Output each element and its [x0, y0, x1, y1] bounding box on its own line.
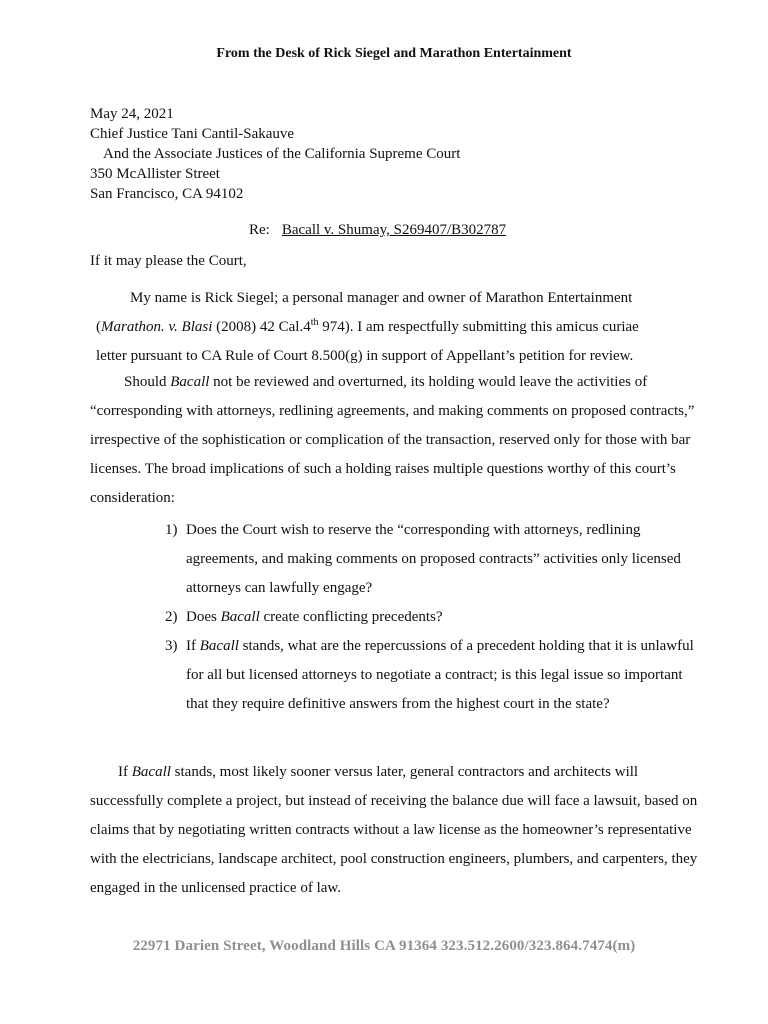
recipient-street: 350 McAllister Street — [90, 166, 220, 182]
salutation: If it may please the Court, — [90, 253, 247, 269]
recipient-line-1: Chief Justice Tani Cantil-Sakauve — [90, 126, 295, 142]
question-number: 3) — [165, 638, 178, 654]
intro-line-1: My name is Rick Siegel; a personal manager and owner of Marathon Entertainment — [130, 290, 633, 306]
question-item — [165, 632, 705, 719]
question-text: Does — [186, 609, 221, 625]
p2-case: Bacall — [170, 374, 210, 390]
intro-case: Marathon. v. Blasi — [101, 319, 213, 335]
question-text: create conflicting precedents? — [259, 609, 443, 625]
re-label: Re: — [249, 222, 270, 238]
p4-text-b: stands, most likely sooner versus later, general contractors and architects will successfully complete a project, but instead of receiving the balance due will face a lawsuit, based on claims that by negotiating written contracts without a law license as the homeowner’s representative with the electricians, landscape architect, pool construction engineers, plumbers, and carpenters, they engaged in the unlicensed practice of law. — [90, 764, 698, 896]
paragraph-implications — [90, 368, 712, 513]
p2-text-b: not be reviewed and overturned, its holding would leave the activities of “corresponding with attorneys, redlining agreements, and making comments on proposed contracts,” irrespective of the sophistication or complication of the transaction, reserved only for those with bar licenses. The broad implications of such a holding raises multiple questions worthy of this court’s consideration: — [90, 374, 695, 506]
recipient-city: San Francisco, CA 94102 — [90, 186, 244, 202]
question-number: 2) — [165, 609, 178, 625]
intro-paren: ( — [96, 319, 101, 335]
question-item — [165, 603, 705, 632]
question-text: Does the Court wish to reserve the “corresponding with attorneys, redlining agreements, and making comments on proposed contracts” activities only licensed attorneys can lawfully engage? — [186, 522, 681, 596]
question-text: stands, what are the repercussions of a precedent holding that it is unlawful for all but licensed attorneys to negotiate a contract; is this legal issue so important that they require definitive answers from the highest court in the state? — [186, 638, 694, 712]
intro-rest: 974). I am respectfully submitting this amicus curiae — [318, 319, 639, 335]
re-case-name: Bacall v. Shumay, S269407/B302787 — [281, 222, 507, 238]
question-case: Bacall — [199, 638, 239, 654]
question-text: If — [186, 638, 200, 654]
paragraph-intro — [90, 284, 712, 371]
p4-text-a: If — [118, 764, 132, 780]
recipient-address-block — [90, 104, 460, 204]
intro-line-3: letter pursuant to CA Rule of Court 8.500(g) in support of Appellant’s petition for review. — [96, 348, 634, 364]
letterhead-title: From the Desk of Rick Siegel and Marathon Entertainment — [216, 46, 572, 61]
questions-list — [165, 516, 705, 719]
letterhead-footer: 22971 Darien Street, Woodland Hills CA 91364 323.512.2600/323.864.7474(m) — [132, 938, 636, 954]
question-number: 1) — [165, 522, 178, 538]
question-item — [165, 516, 705, 603]
p2-text-a: Should — [124, 374, 171, 390]
p4-case: Bacall — [131, 764, 171, 780]
paragraph-consequences — [90, 758, 712, 903]
question-case: Bacall — [220, 609, 260, 625]
letter-date: May 24, 2021 — [90, 106, 174, 122]
intro-cite: (2008) 42 Cal.4 — [212, 319, 311, 335]
re-line — [249, 222, 506, 239]
intro-line-2 — [90, 313, 712, 342]
intro-sup: th — [310, 317, 319, 328]
recipient-line-2: And the Associate Justices of the California Supreme Court — [103, 146, 461, 162]
